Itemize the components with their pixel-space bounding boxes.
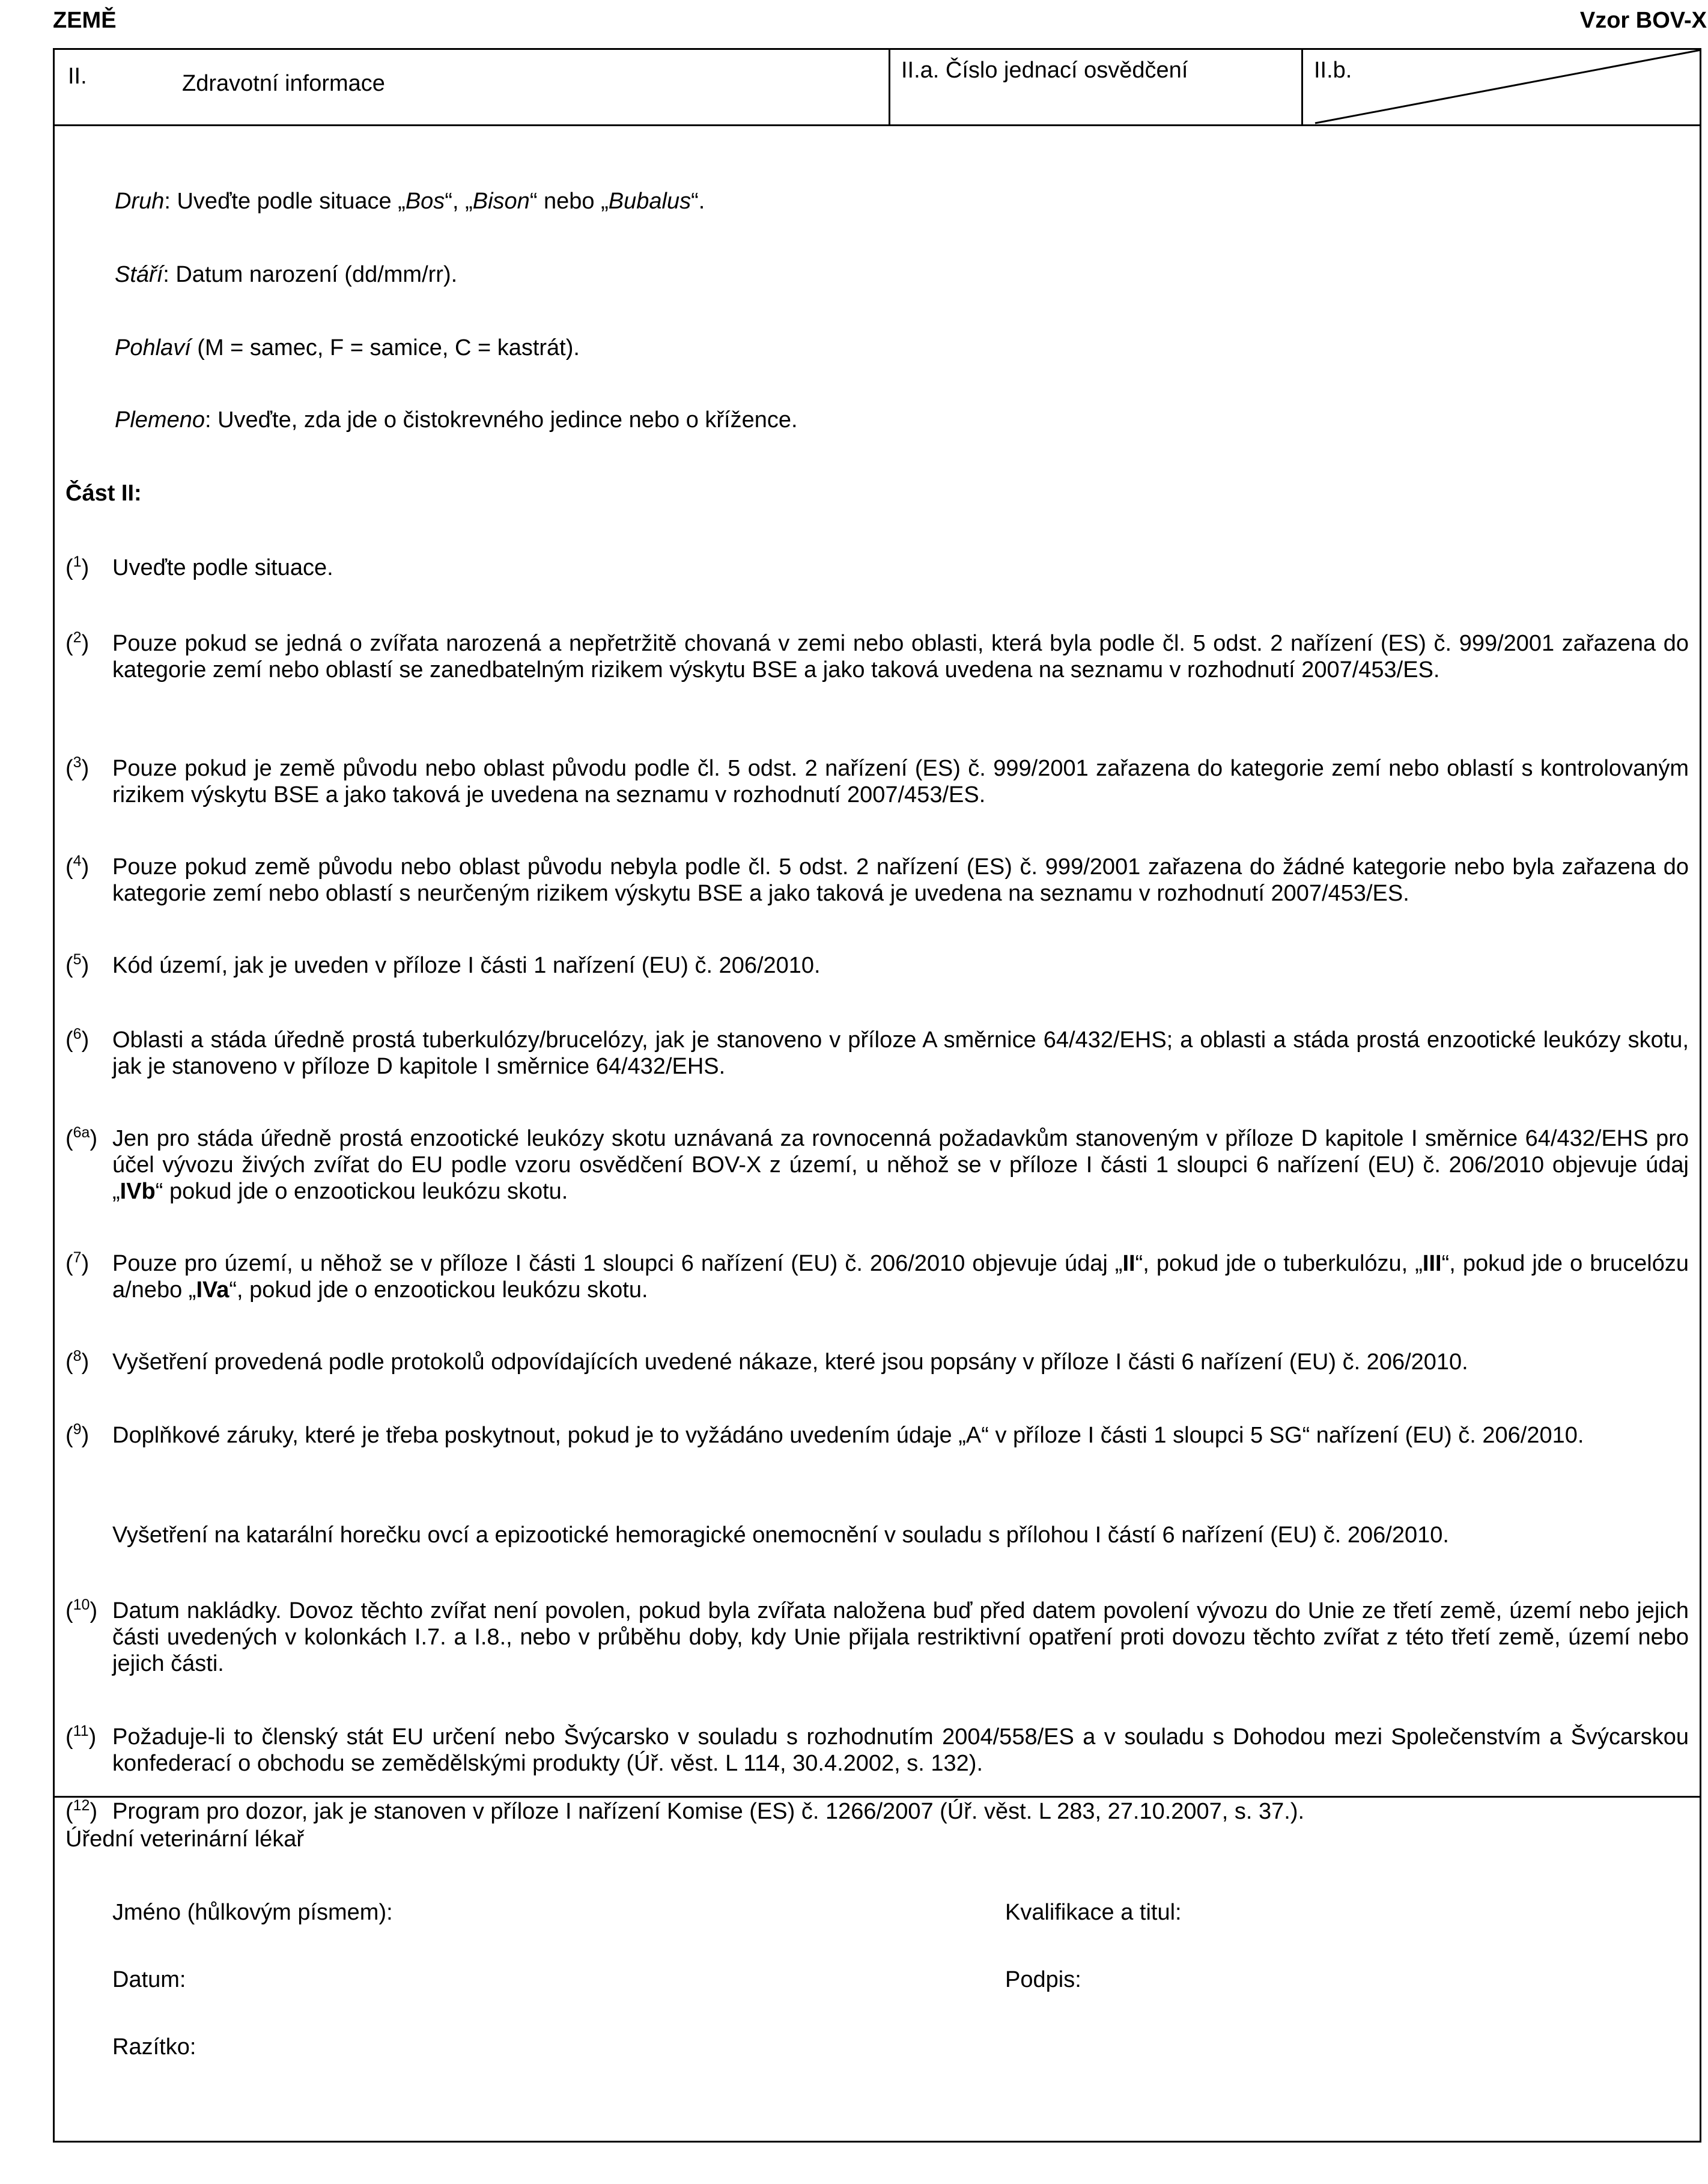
paren: ( — [65, 1027, 73, 1053]
footnote-text — [112, 1125, 1689, 1205]
field-text: : Datum narození (dd/mm/rr). — [163, 262, 458, 287]
part-heading: Část II: — [65, 481, 142, 506]
footnote-index: 1 — [73, 553, 82, 570]
signature-divider — [55, 1796, 1700, 1798]
paren: ( — [65, 1724, 73, 1750]
field-italic: Bos — [405, 189, 445, 214]
footnote-text: Doplňkové záruky, které je třeba poskytnout, pokud je to vyžádáno uvedením údaje „A“ v příloze I části 1 sloupci 5 SG“ nařízení (EU) č. 206/2010. — [112, 1423, 1584, 1448]
footnote — [65, 1724, 1689, 1777]
name-label: Jméno (hůlkovým písmem): — [112, 1900, 393, 1925]
certificate-frame — [53, 48, 1701, 2143]
footnote-number — [65, 630, 89, 657]
paren: ( — [65, 555, 73, 580]
field-italic: Bubalus — [608, 189, 691, 214]
field-text: “ nebo „ — [529, 189, 609, 214]
footnote-number — [65, 1422, 89, 1449]
section-number: II. — [68, 64, 87, 89]
field-name: Druh — [115, 189, 165, 214]
footnote-text: Datum nakládky. Dovoz těchto zvířat není povolen, pokud byla zvířata naložena buď před datem povolení vývozu do Unie ze třetí země, území nebo jejich části uvedených v kolonkách I.7. a I.8., nebo v průběhu doby, kdy Unie přijala restriktivní opatření proti dovozu těchto zvířat z této třetí země, území nebo jejich části. — [112, 1598, 1689, 1676]
footnote-text-part: “, pokud jde o brucelózu a/nebo „ — [112, 1251, 1689, 1303]
footnote-text-part: “ pokud jde o enzootickou leukózu skotu. — [155, 1179, 568, 1204]
footnote-number — [65, 1724, 96, 1750]
field-name: Pohlaví — [115, 335, 191, 360]
footnote-text-part: “, pokud jde o tuberkulózu, „ — [1135, 1251, 1423, 1276]
field-italic: Bison — [472, 189, 530, 214]
footnote-text-part: “, pokud jde o enzootickou leukózu skotu. — [229, 1277, 648, 1303]
date-label: Datum: — [112, 1967, 186, 1992]
paren: ( — [65, 1799, 73, 1824]
footnote-text: Oblasti a stáda úředně prostá tuberkulózy/brucelózy, jak je stanoveno v příloze A směrnice 64/432/EHS; a oblasti a stáda prostá enzootické leukózy skotu, jak je stanoveno v příloze D kapitole I směrnice 64/432/EHS. — [112, 1027, 1689, 1079]
footnote-index: 6 — [73, 1026, 82, 1042]
paren: ) — [81, 953, 90, 978]
paren: ( — [65, 953, 73, 978]
footnote — [65, 630, 1689, 683]
paren: ( — [65, 756, 73, 781]
header-row — [55, 50, 1700, 126]
footnote-text: Požaduje-li to členský stát EU určení nebo Švýcarsko v souladu s rozhodnutím 2004/558/ES a v souladu s Dohodou mezi Společenstvím a Švýcarskou konfederací o obchodu se zemědělskými produkty (Úř. věst. L 114, 30.4.2002, s. 132). — [112, 1724, 1689, 1776]
footnote-text: Kód území, jak je uveden v příloze I části 1 nařízení (EU) č. 206/2010. — [112, 953, 821, 978]
footnote-number — [65, 1027, 89, 1053]
field-species — [115, 188, 705, 214]
paren: ) — [81, 1349, 90, 1375]
paren: ( — [65, 1598, 73, 1623]
paren: ) — [90, 1799, 98, 1824]
field-text: : Uveďte podle situace „ — [164, 189, 406, 214]
model-label: Vzor BOV-X — [1579, 8, 1707, 33]
footnote — [65, 952, 1689, 979]
field-text: “. — [691, 189, 705, 214]
footnote — [65, 854, 1689, 907]
footnote-number — [65, 755, 89, 782]
footnote-number — [65, 854, 89, 880]
field-name: Stáří — [115, 262, 163, 287]
section-title: Zdravotní informace — [182, 71, 385, 96]
paren: ) — [90, 1126, 98, 1151]
footnote-text: Pouze pokud se jedná o zvířata narozená a nepřetržitě chovaná v zemi nebo oblasti, která byla podle čl. 5 odst. 2 nařízení (ES) č. 999/2001 zařazena do kategorie zemí nebo oblastí se zanedbatelným rizikem výskytu BSE a jako taková uvedena na seznamu v rozhodnutí 2007/453/ES. — [112, 631, 1689, 683]
paren: ) — [81, 555, 90, 580]
footnote — [65, 1798, 1689, 1825]
official-vet-label: Úřední veterinární lékař — [65, 1827, 305, 1852]
footnote-index: 12 — [73, 1797, 90, 1814]
footnote-bold: IVb — [120, 1179, 156, 1204]
paren: ) — [88, 1724, 97, 1750]
stamp-label: Razítko: — [112, 2034, 196, 2060]
footnote-number — [65, 1798, 97, 1825]
footnote — [65, 1598, 1689, 1677]
signature-label: Podpis: — [1005, 1967, 1081, 1992]
country-label: ZEMĚ — [53, 8, 117, 33]
footnote-index: 10 — [73, 1596, 90, 1613]
footnote-bold: III — [1422, 1251, 1442, 1276]
footnote-text: Program pro dozor, jak je stanoven v příloze I nařízení Komise (ES) č. 1266/2007 (Úř. věst. L 283, 27.10.2007, s. 37.). — [112, 1799, 1305, 1824]
footnote — [65, 555, 1689, 581]
footnote-number — [65, 1598, 97, 1624]
footnote-number — [65, 1250, 89, 1277]
paren: ) — [81, 1027, 90, 1053]
paren: ( — [65, 1251, 73, 1276]
footnote-number — [65, 1125, 97, 1152]
field-age — [115, 261, 457, 288]
footnote-index: 9 — [73, 1421, 82, 1438]
footnote-index: 4 — [73, 853, 82, 869]
footnote-index: 8 — [73, 1348, 82, 1364]
footnote-index: 3 — [73, 754, 82, 771]
field-text: : Uveďte, zda jde o čistokrevného jedince nebo o křížence. — [204, 407, 798, 433]
footnote-continuation: Vyšetření na katarální horečku ovcí a epizootické hemoragické onemocnění v souladu s přílohou I částí 6 nařízení (EU) č. 206/2010. — [112, 1522, 1449, 1548]
footnote — [65, 755, 1689, 808]
field-breed — [115, 407, 798, 433]
footnote-index: 11 — [73, 1723, 89, 1739]
footnote-index: 6a — [73, 1124, 90, 1141]
footnote-number — [65, 952, 89, 979]
paren: ) — [81, 631, 90, 656]
footnote-index: 7 — [73, 1249, 82, 1266]
footnote-text: Uveďte podle situace. — [112, 555, 333, 580]
footnote — [65, 1125, 1689, 1205]
footnote-index: 2 — [73, 629, 82, 646]
paren: ) — [81, 756, 90, 781]
header-section-cell — [55, 50, 889, 124]
paren: ) — [90, 1598, 98, 1623]
field-name: Plemeno — [115, 407, 205, 433]
footnote-text-part: Jen pro stáda úředně prostá enzootické leukózy skotu uznávaná za rovnocenná požadavkům stanoveným v příloze D kapitole I směrnice 64/432/EHS pro účel vývozu živých zvířat do EU podle vzoru osvědčení BOV-X z území, u něhož se v příloze I části 1 sloupci 6 nařízení (EU) č. 206/2010 objevuje údaj „ — [112, 1126, 1689, 1204]
paren: ( — [65, 631, 73, 656]
paren: ( — [65, 1349, 73, 1375]
footnote-number — [65, 1349, 89, 1375]
diagonal-line — [1303, 50, 1701, 124]
footnote — [65, 1027, 1689, 1080]
footnote-text: Vyšetření provedená podle protokolů odpovídajících uvedené nákaze, které jsou popsány v příloze I části 6 nařízení (EU) č. 206/2010. — [112, 1349, 1468, 1375]
footnote-text-part: Pouze pro území, u něhož se v příloze I části 1 sloupci 6 nařízení (EU) č. 206/2010 objevuje údaj „ — [112, 1251, 1123, 1276]
paren: ( — [65, 1126, 73, 1151]
footnote-index: 5 — [73, 951, 82, 968]
footnote — [65, 1349, 1689, 1375]
footnote-bold: II — [1122, 1251, 1135, 1276]
paren: ) — [81, 1251, 90, 1276]
footnote-text: Pouze pokud země původu nebo oblast původu nebyla podle čl. 5 odst. 2 nařízení (ES) č. 999/2001 zařazena do žádné kategorie nebo byla zařazena do kategorie zemí nebo oblastí s neurčeným rizikem výskytu BSE a jako taková je uvedena na seznamu v rozhodnutí 2007/453/ES. — [112, 854, 1689, 906]
paren: ) — [81, 1423, 90, 1448]
reference-number-label: II.a. Číslo jednací osvědčení — [901, 58, 1188, 83]
header-reference-cell — [889, 50, 1303, 124]
paren: ( — [65, 854, 73, 880]
footnote-number — [65, 555, 89, 581]
field-sex — [115, 335, 580, 361]
footnote — [65, 1422, 1689, 1449]
header-iib-cell — [1301, 50, 1701, 124]
footnote — [65, 1250, 1689, 1303]
qualification-label: Kvalifikace a titul: — [1005, 1900, 1182, 1925]
paren: ( — [65, 1423, 73, 1448]
footnote-text — [112, 1250, 1689, 1303]
paren: ) — [81, 854, 90, 880]
footnote-text: Pouze pokud je země původu nebo oblast původu podle čl. 5 odst. 2 nařízení (ES) č. 999/2001 zařazena do kategorie zemí nebo oblastí s kontrolovaným rizikem výskytu BSE a jako taková je uvedena na seznamu v rozhodnutí 2007/453/ES. — [112, 756, 1689, 808]
footnote-bold: IVa — [196, 1277, 229, 1303]
iib-label: II.b. — [1314, 58, 1352, 83]
field-text: “, „ — [445, 189, 473, 214]
field-text: (M = samec, F = samice, C = kastrát). — [190, 335, 580, 360]
